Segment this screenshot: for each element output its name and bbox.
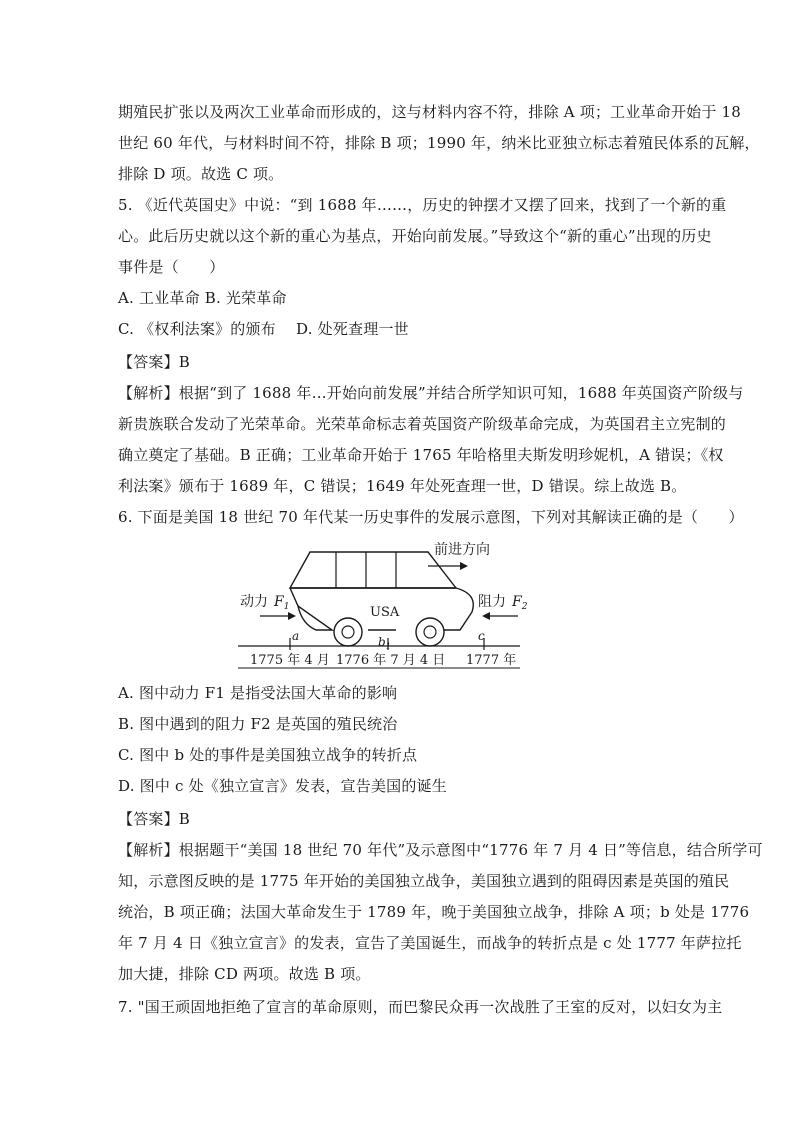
force-left-arrowhead	[288, 612, 296, 620]
text-line: 5. 《近代英国史》中说：“到 1688 年……，历史的钟摆才又摆了回来，找到了一个新的重	[118, 196, 727, 214]
text-line: 【解析】根据题干“美国 18 世纪 70 年代”及示意图中“1776 年 7 月 4 日”等信息，结合所学可	[118, 841, 763, 859]
rear-wheel	[334, 618, 362, 646]
mark-a: a	[292, 629, 300, 643]
text-line: A. 图中动力 F1 是指受法国大革命的影响	[118, 684, 398, 702]
f1-label: $F_1$	[274, 594, 290, 612]
text-line: 新贵族联合发动了光荣革命。光荣革命标志着英国资产阶级革命完成，为英国君主立宪制的	[118, 415, 727, 433]
text-line: A. 工业革命 B. 光荣革命	[118, 289, 287, 307]
date-2: 1776 年 7 月 4 日	[336, 653, 446, 668]
text-line: 【答案】B	[118, 810, 191, 828]
date-1: 1775 年 4 月	[250, 653, 330, 668]
text-line: 6. 下面是美国 18 世纪 70 年代某一历史事件的发展示意图，下列对其解读正确的是（ ）	[118, 508, 744, 526]
force-right-label: 阻力	[478, 594, 506, 610]
text-line: 知，示意图反映的是 1775 年开始的美国独立战争，美国独立遇到的阻碍因素是英国的殖民	[118, 872, 730, 890]
car-diagram-svg	[228, 534, 528, 680]
car-body-left	[290, 588, 298, 606]
text-line: 心。此后历史就以这个新的重心为基点，开始向前发展。”导致这个“新的重心”出现的历史	[118, 227, 712, 245]
text-line: 【答案】B	[118, 353, 191, 371]
text-line: C. 图中 b 处的事件是美国独立战争的转折点	[118, 746, 418, 764]
event-diagram	[228, 534, 528, 680]
mark-c: c	[478, 629, 485, 643]
date-3: 1777 年	[466, 653, 517, 668]
force-right-arrowhead	[482, 612, 490, 620]
text-line: B. 图中遇到的阻力 F2 是英国的殖民统治	[118, 715, 398, 733]
text-line: 排除 D 项。故选 C 项。	[118, 165, 284, 183]
f2-label: $F_2$	[512, 594, 528, 612]
text-line: 确立奠定了基础。B 正确；工业革命开始于 1765 年哈格里夫斯发明珍妮机，A 错误；《权	[118, 446, 724, 464]
text-line: 利法案》颁布于 1689 年，C 错误；1649 年处死查理一世，D 错误。综上故选 B。	[118, 477, 687, 495]
mark-b: $b_1$	[378, 635, 391, 651]
text-line: 【解析】根据“到了 1688 年…开始向前发展”并结合所学知识可知，1688 年英国资产阶级与	[118, 384, 744, 402]
text-line: 统治，B 项正确；法国大革命发生于 1789 年，晚于美国独立战争，排除 A 项；b 处是 1776	[118, 903, 750, 921]
text-line: 期殖民扩张以及两次工业革命而形成的，这与材料内容不符，排除 A 项；工业革命开始于 18	[118, 103, 742, 121]
text-line: D. 图中 c 处《独立宣言》发表，宣告美国的诞生	[118, 777, 447, 795]
direction-label: 前进方向	[434, 542, 490, 558]
text-line: 世纪 60 年代，与材料时间不符，排除 B 项；1990 年，纳米比亚独立标志着殖民体系的瓦解，	[118, 134, 760, 152]
text-line: 事件是（ ）	[118, 258, 225, 276]
car-cabin	[290, 552, 456, 588]
text-line: 年 7 月 4 日《独立宣言》的发表，宣告了美国诞生，而战争的转折点是 c 处 1777 年萨拉托	[118, 934, 742, 952]
force-left-label: 动力	[240, 594, 268, 610]
text-line: 加大捷，排除 CD 两项。故选 B 项。	[118, 965, 371, 983]
text-line: C. 《权利法案》的颁布 D. 处死查理一世	[118, 320, 409, 338]
text-line: 7. "国王顽固地拒绝了宣言的革命原则，而巴黎民众再一次战胜了王室的反对，以妇女为主	[118, 998, 723, 1016]
front-wheel	[416, 618, 444, 646]
car-label: USA	[370, 605, 400, 620]
direction-arrowhead	[460, 562, 468, 570]
